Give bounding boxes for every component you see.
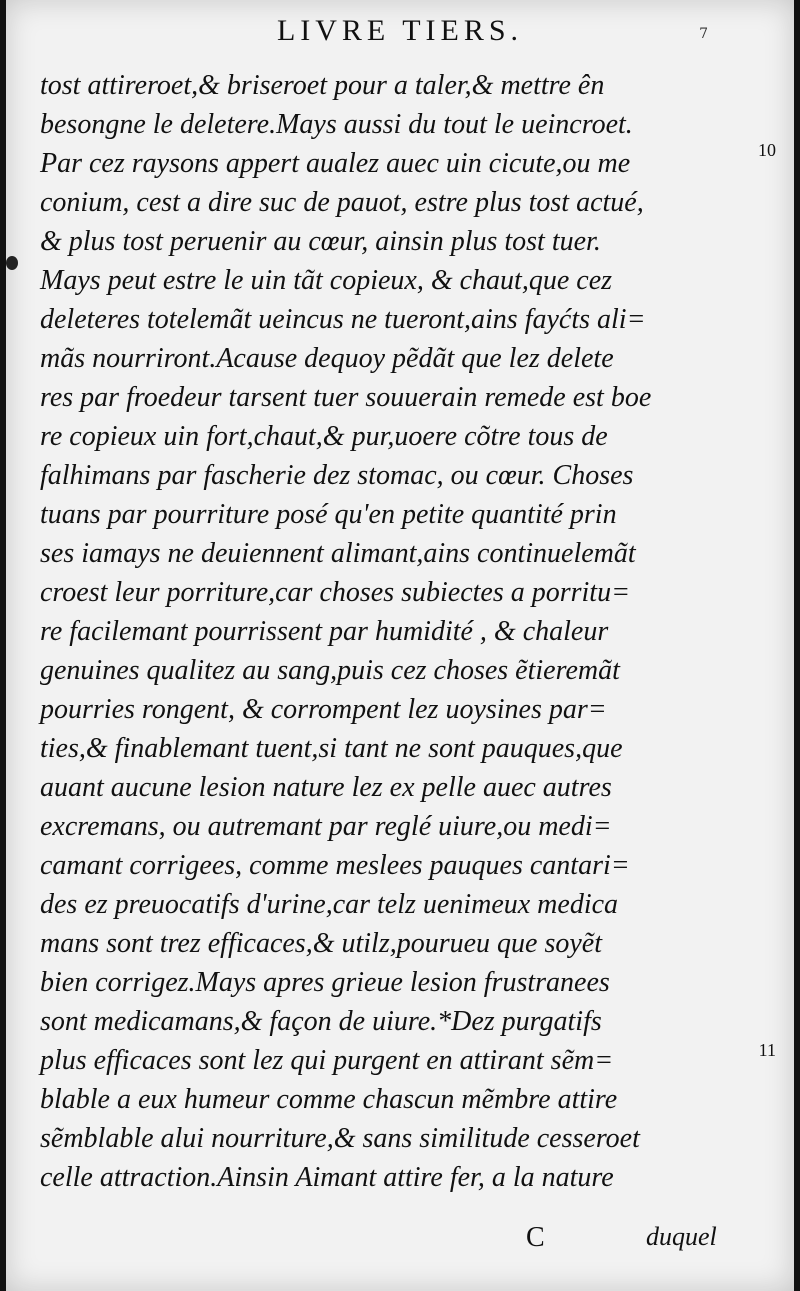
text-line: pourries rongent, & corrompent lez uoysines par= — [40, 694, 607, 725]
text-line: genuines qualitez au sang,puis cez choses ẽtieremãt — [40, 655, 620, 686]
text-line: sont medicamans,& façon de uiure.*Dez purgatifs — [40, 1006, 602, 1037]
margin-number: 10 — [758, 140, 776, 160]
text-line: mans sont trez efficaces,& utilz,pourueu que soyẽt — [40, 928, 602, 959]
text-line: re facilemant pourrissent par humidité , & chaleur — [40, 616, 609, 647]
text-line: mãs nourriront.Acause dequoy pẽdãt que lez delete — [40, 343, 614, 374]
text-line: & plus tost peruenir au cœur, ainsin plus tost tuer. — [40, 226, 601, 257]
text-line: deleteres totelemãt ueincus ne tueront,ains fayćts ali= — [40, 304, 646, 335]
text-line: auant aucune lesion nature lez ex pelle auec autres — [40, 772, 612, 803]
book-page — [6, 0, 794, 1291]
header-mark: 7 — [699, 26, 708, 42]
catchword: duquel — [646, 1222, 717, 1251]
signature-mark: C — [526, 1222, 545, 1253]
text-line: Par cez raysons appert aualez auec uin cicute,ou me — [40, 148, 631, 179]
text-line: bien corrigez.Mays apres grieue lesion frustranees — [40, 967, 610, 998]
text-line: sẽmblable alui nourriture,& sans similitude cesseroet — [40, 1123, 640, 1154]
margin-number: 11 — [758, 1040, 776, 1060]
text-line: celle attraction.Ainsin Aimant attire fer, a la nature — [40, 1162, 614, 1193]
ink-blot — [6, 256, 18, 270]
text-line: tuans par pourriture posé qu'en petite quantité prin — [40, 499, 617, 530]
text-line: blable a eux humeur comme chascun mẽmbre attire — [40, 1084, 618, 1115]
running-header: LIVRE TIERS. — [276, 14, 524, 47]
text-line: Mays peut estre le uin tãt copieux, & chaut,que cez — [40, 265, 613, 296]
text-line: camant corrigees, comme meslees pauques cantari= — [40, 850, 630, 881]
text-line: res par froedeur tarsent tuer souuerain remede est boe — [40, 382, 652, 413]
text-line: plus efficaces sont lez qui purgent en attirant sẽm= — [40, 1045, 614, 1076]
text-line: excremans, ou autremant par reglé uiure,ou medi= — [40, 811, 612, 842]
text-line: ses iamays ne deuiennent alimant,ains continuelemãt — [40, 538, 636, 569]
text-line: conium, cest a dire suc de pauot, estre plus tost actué, — [40, 187, 644, 218]
text-line: croest leur porriture,car choses subiectes a porritu= — [40, 577, 630, 608]
text-line: tost attireroet,& briseroet pour a taler,& mettre ên — [40, 70, 605, 101]
text-line: falhimans par fascherie dez stomac, ou cœur. Choses — [40, 460, 634, 491]
text-line: re copieux uin fort,chaut,& pur,uoere cõtre tous de — [40, 421, 608, 452]
text-line: des ez preuocatifs d'urine,car telz uenimeux medica — [40, 889, 619, 920]
text-line: besongne le deletere.Mays aussi du tout le ueincroet. — [40, 109, 633, 140]
body-text — [40, 66, 740, 1197]
text-line: ties,& finablemant tuent,si tant ne sont pauques,que — [40, 733, 623, 764]
